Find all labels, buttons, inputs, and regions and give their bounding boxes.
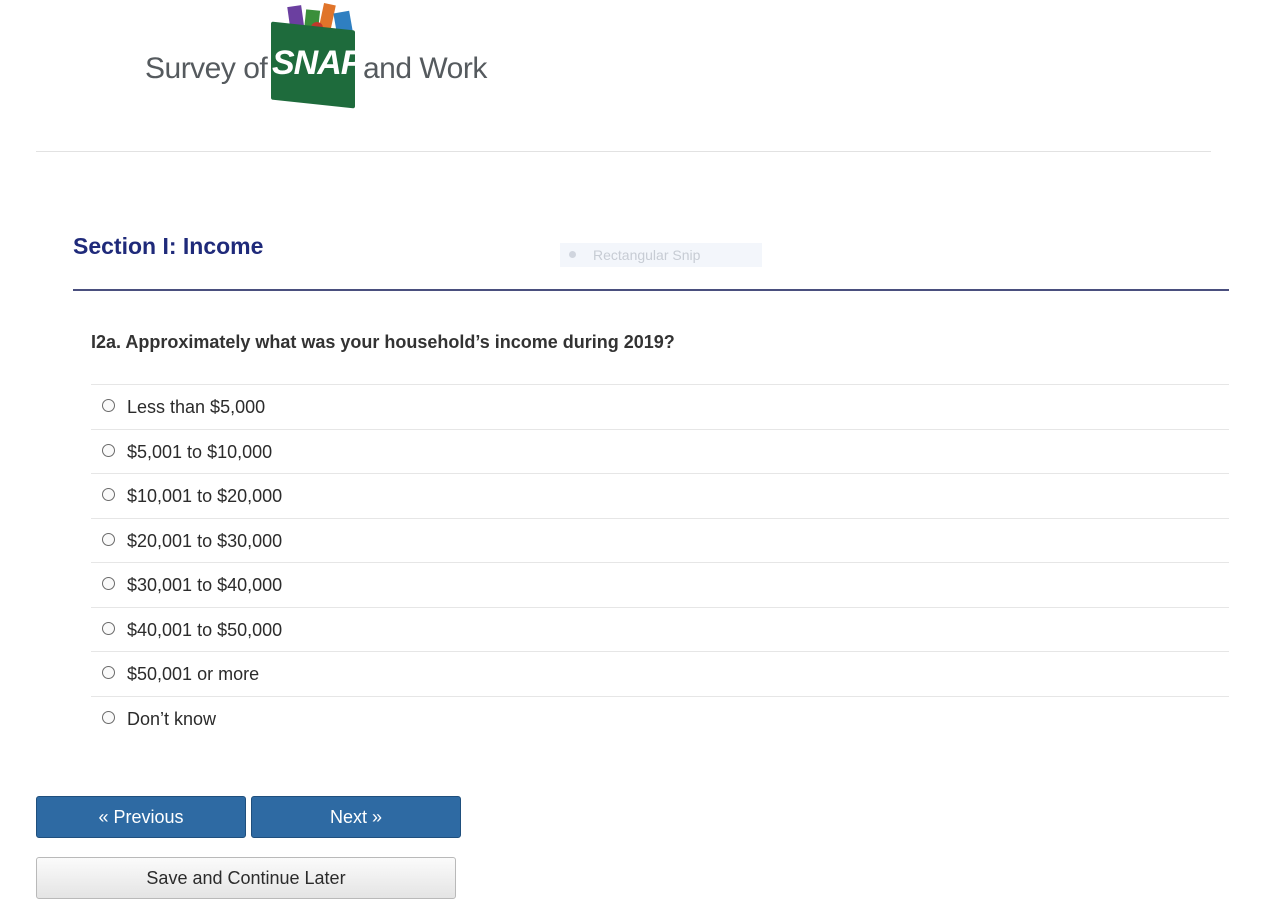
option-label[interactable]: $30,001 to $40,000: [127, 575, 283, 595]
option-label[interactable]: $50,001 or more: [127, 664, 260, 684]
answer-option[interactable]: [91, 473, 1229, 518]
snip-tooltip: [560, 243, 762, 267]
option-label[interactable]: $20,001 to $30,000: [127, 530, 283, 551]
answer-option[interactable]: [91, 429, 1229, 474]
radio-button[interactable]: [102, 399, 115, 412]
option-label[interactable]: $40,001 to $50,000: [127, 619, 283, 640]
answer-option[interactable]: [91, 651, 1229, 696]
logo-text-right: and Work: [363, 52, 487, 85]
radio-button[interactable]: [102, 666, 115, 679]
answer-option[interactable]: [91, 384, 1229, 429]
save-continue-later-button[interactable]: Save and Continue Later: [36, 857, 456, 899]
snap-survey-logo: [145, 0, 505, 110]
radio-button[interactable]: [102, 711, 115, 724]
logo-brand-text: SNAP: [272, 44, 363, 82]
snip-tooltip-label: Rectangular Snip: [593, 247, 701, 263]
radio-button[interactable]: [102, 577, 115, 590]
option-label[interactable]: Don’t know: [127, 708, 217, 729]
section-divider: [73, 289, 1229, 291]
answer-options: [91, 384, 1229, 740]
answer-option[interactable]: [91, 518, 1229, 563]
header-divider: [36, 151, 1211, 152]
answer-option[interactable]: [91, 696, 1229, 741]
next-button[interactable]: Next »: [251, 796, 461, 838]
option-label[interactable]: $10,001 to $20,000: [127, 486, 283, 506]
radio-button[interactable]: [102, 444, 115, 457]
option-label[interactable]: Less than $5,000: [127, 397, 266, 417]
question-text: I2a. Approximately what was your household’s income during 2019?: [91, 332, 675, 352]
logo-text-left: Survey of: [145, 52, 268, 85]
radio-button[interactable]: [102, 622, 115, 635]
answer-option[interactable]: [91, 562, 1229, 607]
answer-option[interactable]: [91, 607, 1229, 652]
option-label[interactable]: $5,001 to $10,000: [127, 441, 273, 462]
snip-dot-icon: [569, 251, 576, 258]
radio-button[interactable]: [102, 533, 115, 546]
previous-button[interactable]: « Previous: [36, 796, 246, 838]
radio-button[interactable]: [102, 488, 115, 501]
section-title: Section I: Income: [73, 233, 264, 259]
